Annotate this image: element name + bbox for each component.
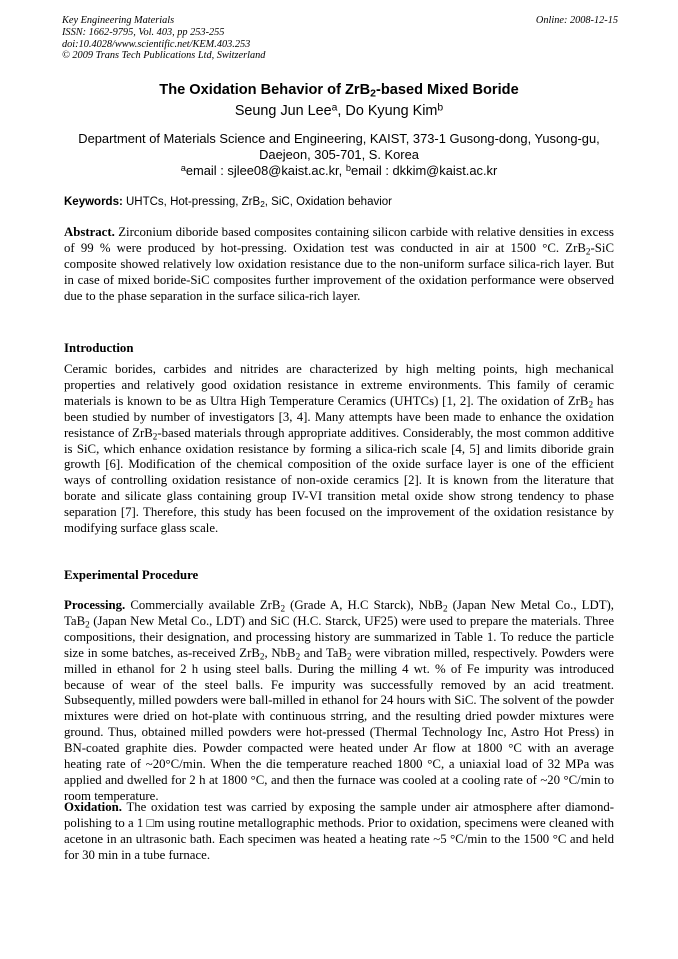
author-2: Do Kyung Kim bbox=[345, 103, 438, 119]
doi-line: doi:10.4028/www.scientific.net/KEM.403.253 bbox=[62, 38, 251, 50]
keywords: Keywords: UHTCs, Hot-pressing, ZrB$_2$, SiC, Oxidation behavior bbox=[64, 196, 392, 210]
processing-label: Processing. bbox=[64, 598, 126, 612]
email-1: email : sjlee08@kaist.ac.kr, bbox=[185, 163, 346, 178]
keywords-label: Keywords: bbox=[64, 196, 123, 208]
author-list: Seung Jun Lee$^a$, Do Kyung Kim$^b$ bbox=[234, 102, 444, 119]
running-header bbox=[62, 15, 618, 62]
author-emails: $^a$email : sjlee08@kaist.ac.kr, $^b$email : dkkim@kaist.ac.kr bbox=[180, 162, 498, 178]
journal-info bbox=[62, 15, 618, 62]
introduction-heading: Introduction bbox=[64, 341, 134, 355]
abstract-label: Abstract. bbox=[64, 225, 115, 239]
experimental-heading: Experimental Procedure bbox=[64, 568, 199, 582]
email-2: email : dkkim@kaist.ac.kr bbox=[350, 163, 498, 178]
oxidation-paragraph: Oxidation. The oxidation test was carried by exposing the sample under air atmosphere after diamond-polishing to a 1 □m using routine metallographic methods. Prior to oxidation, specimens were cleaned with acetone in an ultrasonic bath. Each specimen was heated a heating rate ~5 °C/min to the 1500 °C and held for 30 min in a tube furnace. bbox=[64, 800, 614, 862]
online-date: Online: 2008-12-15 bbox=[535, 15, 618, 26]
copyright-line: © 2009 Trans Tech Publications Ltd, Switzerland bbox=[62, 50, 266, 62]
paper-title: The Oxidation Behavior of ZrB$_2$-based Mixed Boride bbox=[159, 82, 519, 100]
oxidation-label: Oxidation. bbox=[64, 800, 122, 814]
journal-name: Key Engineering Materials bbox=[62, 15, 175, 26]
affiliation: Department of Materials Science and Engineering, KAIST, 373-1 Gusong-dong, Yusong-gu, Daejeon, 305-701, S. Korea bbox=[78, 131, 600, 162]
introduction-paragraph: Ceramic borides, carbides and nitrides are characterized by high melting points, high mechanical properties and relatively good oxidation resistance in extreme environments. This family of ceramic materials is known to be as Ultra High Temperature Ceramics (UHTCs) [1, 2]. The oxidation of ZrB$_2$ has been studied by number of investigators [3, 4]. Many attempts have been made to enhance the oxidation resistance of ZrB$_2$-based materials through appropriate additives. Considerably, the most common additive is SiC, which enhance oxidation resistance by forming a silica-rich scale [4, 5] and limits diboride grain growth [6]. Modification of the chemical composition of the oxide surface layer is one of the efficient ways of controlling oxidation resistance of non-oxide ceramics [2]. It is known from the literature that borate and silicate glass containing group IV-VI transition metal oxide show strong tendency to phase separation [7]. Therefore, this study has been focused on the improvement of the oxidation resistance by modifying surface glass scale. bbox=[64, 362, 615, 536]
issn-line: ISSN: 1662-9795, Vol. 403, pp 253-255 bbox=[62, 26, 225, 38]
author-1: Seung Jun Lee bbox=[234, 103, 332, 119]
processing-paragraph: Processing. Commercially available ZrB$_2$ (Grade A, H.C Starck), NbB$_2$ (Japan New Metal Co., LDT), TaB$_2$ (Japan New Metal Co., LDT) and SiC (H.C. Starck, UF25) were used to prepare the materials. Three compositions, their designation, and processing history are summarized in Table 1. To reduce the particle size in some batches, as-received ZrB$_2$, NbB$_2$ and TaB$_2$ were vibration milled, respectively. Powders were milled in ethanol for 2 h using steel balls. During the milling 4 wt. % of Fe impurity was introduced because of wear of the steel balls. Fe impurity was successfully removed by an acid treatment. Subsequently, milled powders were ball-milled in ethanol for 24 hours with SiC. The solvent of the powder mixtures were dried on hot-plate with continuous strring, and the resulting dried powder mixtures were ground. Thus, obtained milled powders were hot-pressed (Thermal Technology Inc, Astro Hot Press) in BN-coated graphite dies. Powder compacted were heated under Ar flow at 1800 °C with an average heating rate of ~20°C/min. When the die temperature reached 1800 °C, a uniaxial load of 32 MPa was applied and dwelled for 2 h at 1800 °C, and then the furnace was cooled at a cooling rate of ~20 °C/min to room temperature. bbox=[64, 598, 614, 803]
abstract-paragraph: Abstract. Zirconium diboride based composites containing silicon carbide with relative densities in excess of 99 % were produced by hot-pressing. Oxidation test was conducted in air at 1500 °C. ZrB$_2$-SiC composite showed relatively low oxidation resistance due to the non-uniform surface silica-rich layer. But in case of mixed boride-SiC composites further improvement of the oxidation performance were observed due to the phase separation in the surface silica-rich layer. bbox=[64, 225, 614, 303]
